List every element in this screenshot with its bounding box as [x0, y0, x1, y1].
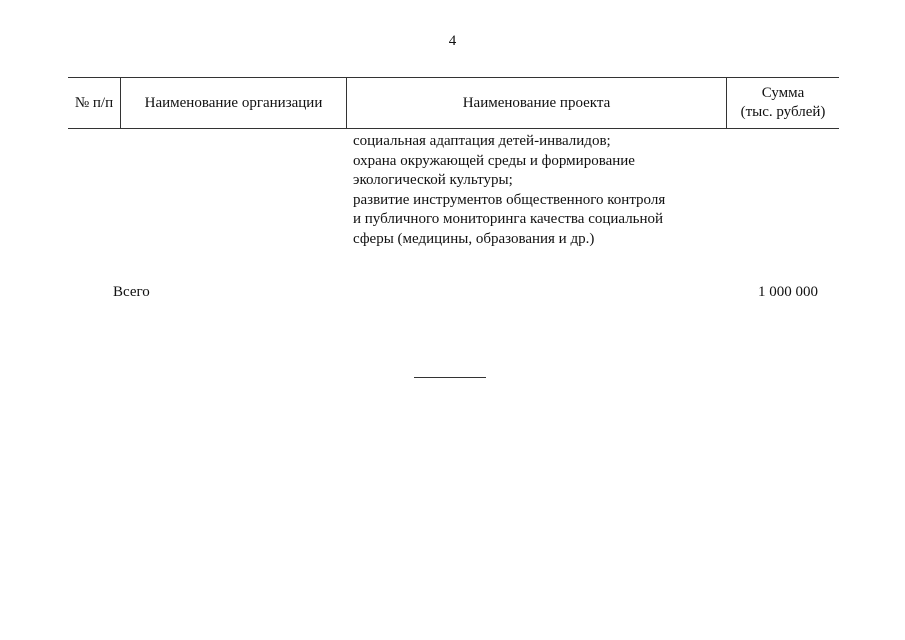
header-project: Наименование проекта — [346, 78, 726, 128]
project-line: и публичного мониторинга качества социальной — [353, 211, 664, 227]
table-header — [68, 77, 839, 129]
header-sum — [726, 78, 839, 128]
header-sum-line1: Сумма — [761, 85, 805, 101]
project-line: развитие инструментов общественного контроля — [353, 191, 666, 208]
project-line: сферы (медицины, образования и др.) — [353, 230, 595, 247]
header-organization: Наименование организации — [120, 78, 346, 128]
project-description — [353, 132, 665, 249]
header-num: № п/п — [74, 94, 114, 111]
page-number: 4 — [448, 33, 457, 49]
project-line: социальная адаптация детей-инвалидов; — [353, 133, 611, 149]
header-sum-line2: (тыс. рублей) — [740, 104, 826, 120]
project-line: охрана окружающей среды и формирование — [353, 152, 635, 169]
end-rule — [414, 377, 486, 378]
total-value: 1 000 000 — [758, 284, 818, 300]
total-label: Всего — [113, 284, 150, 300]
project-line: экологической культуры; — [353, 172, 513, 188]
